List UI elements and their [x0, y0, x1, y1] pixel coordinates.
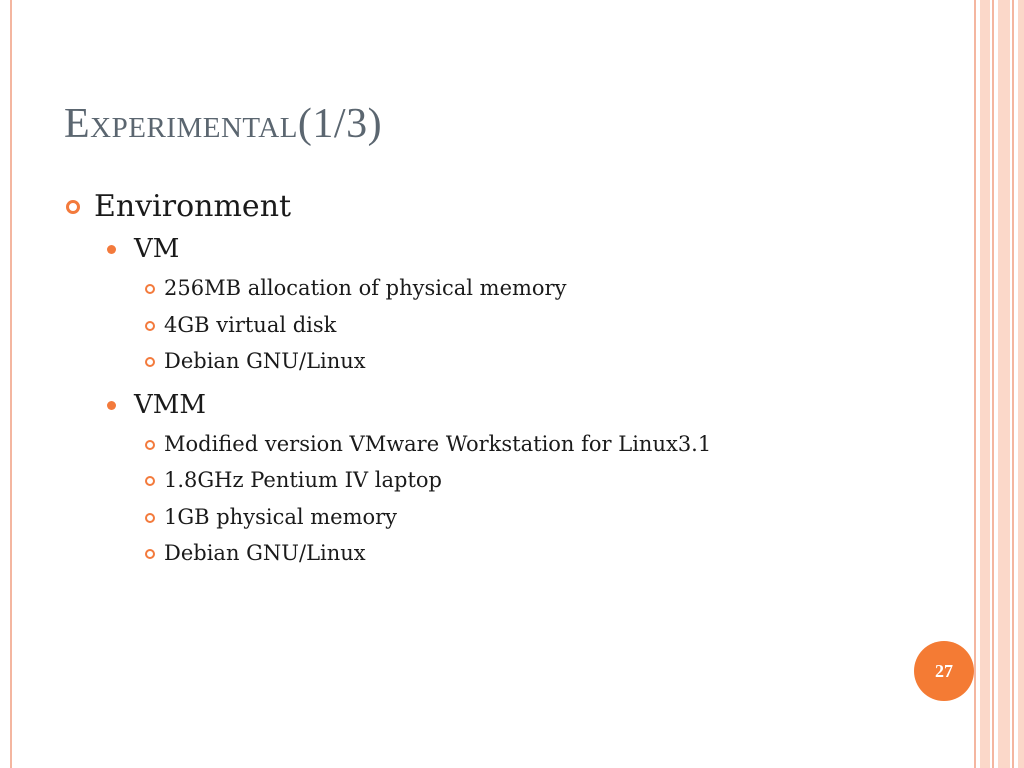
slide-title: Experimental(1/3) [64, 101, 383, 147]
ring-bullet-icon [145, 513, 155, 523]
list-item [66, 311, 926, 348]
bullet-text: Debian GNU/Linux [164, 541, 366, 565]
ring-bullet-icon [145, 357, 155, 367]
bullet-text: Modified version VMware Workstation for Linux3.1 [164, 431, 712, 456]
list-item [66, 539, 926, 576]
bullet-vmm [66, 388, 926, 430]
list-item [66, 466, 926, 503]
ring-bullet-icon [145, 284, 155, 294]
bullet-text: Debian GNU/Linux [164, 349, 366, 373]
stripe [992, 0, 994, 768]
bullet-text: Environment [94, 189, 292, 224]
bullet-list [66, 188, 926, 576]
bullet-environment [66, 188, 926, 228]
list-item [66, 347, 926, 384]
list-item [66, 503, 926, 540]
stripe [998, 0, 1010, 768]
bullet-text: 1.8GHz Pentium IV laptop [164, 468, 442, 492]
dot-bullet-icon [107, 401, 116, 410]
page-number-badge: 27 [914, 641, 974, 701]
ring-bullet-icon [145, 476, 155, 486]
bullet-text: 1GB physical memory [164, 504, 398, 529]
stripe [980, 0, 990, 768]
bullet-text: 256MB allocation of physical memory [164, 276, 567, 300]
ring-bullet-icon [145, 549, 155, 559]
left-border-line [10, 0, 12, 768]
list-item [66, 430, 926, 467]
stripe [1018, 0, 1024, 768]
list-item [66, 274, 926, 311]
right-decorative-stripes [974, 0, 1024, 768]
bullet-text: VMM [134, 389, 207, 420]
bullet-text: VM [134, 234, 180, 264]
ring-bullet-icon [145, 440, 155, 450]
bullet-text: 4GB virtual disk [164, 312, 337, 337]
bullet-vm [66, 232, 926, 274]
stripe [1012, 0, 1014, 768]
dot-bullet-icon [107, 245, 116, 254]
ring-bullet-icon [66, 200, 80, 214]
ring-bullet-icon [145, 321, 155, 331]
stripe [974, 0, 976, 768]
